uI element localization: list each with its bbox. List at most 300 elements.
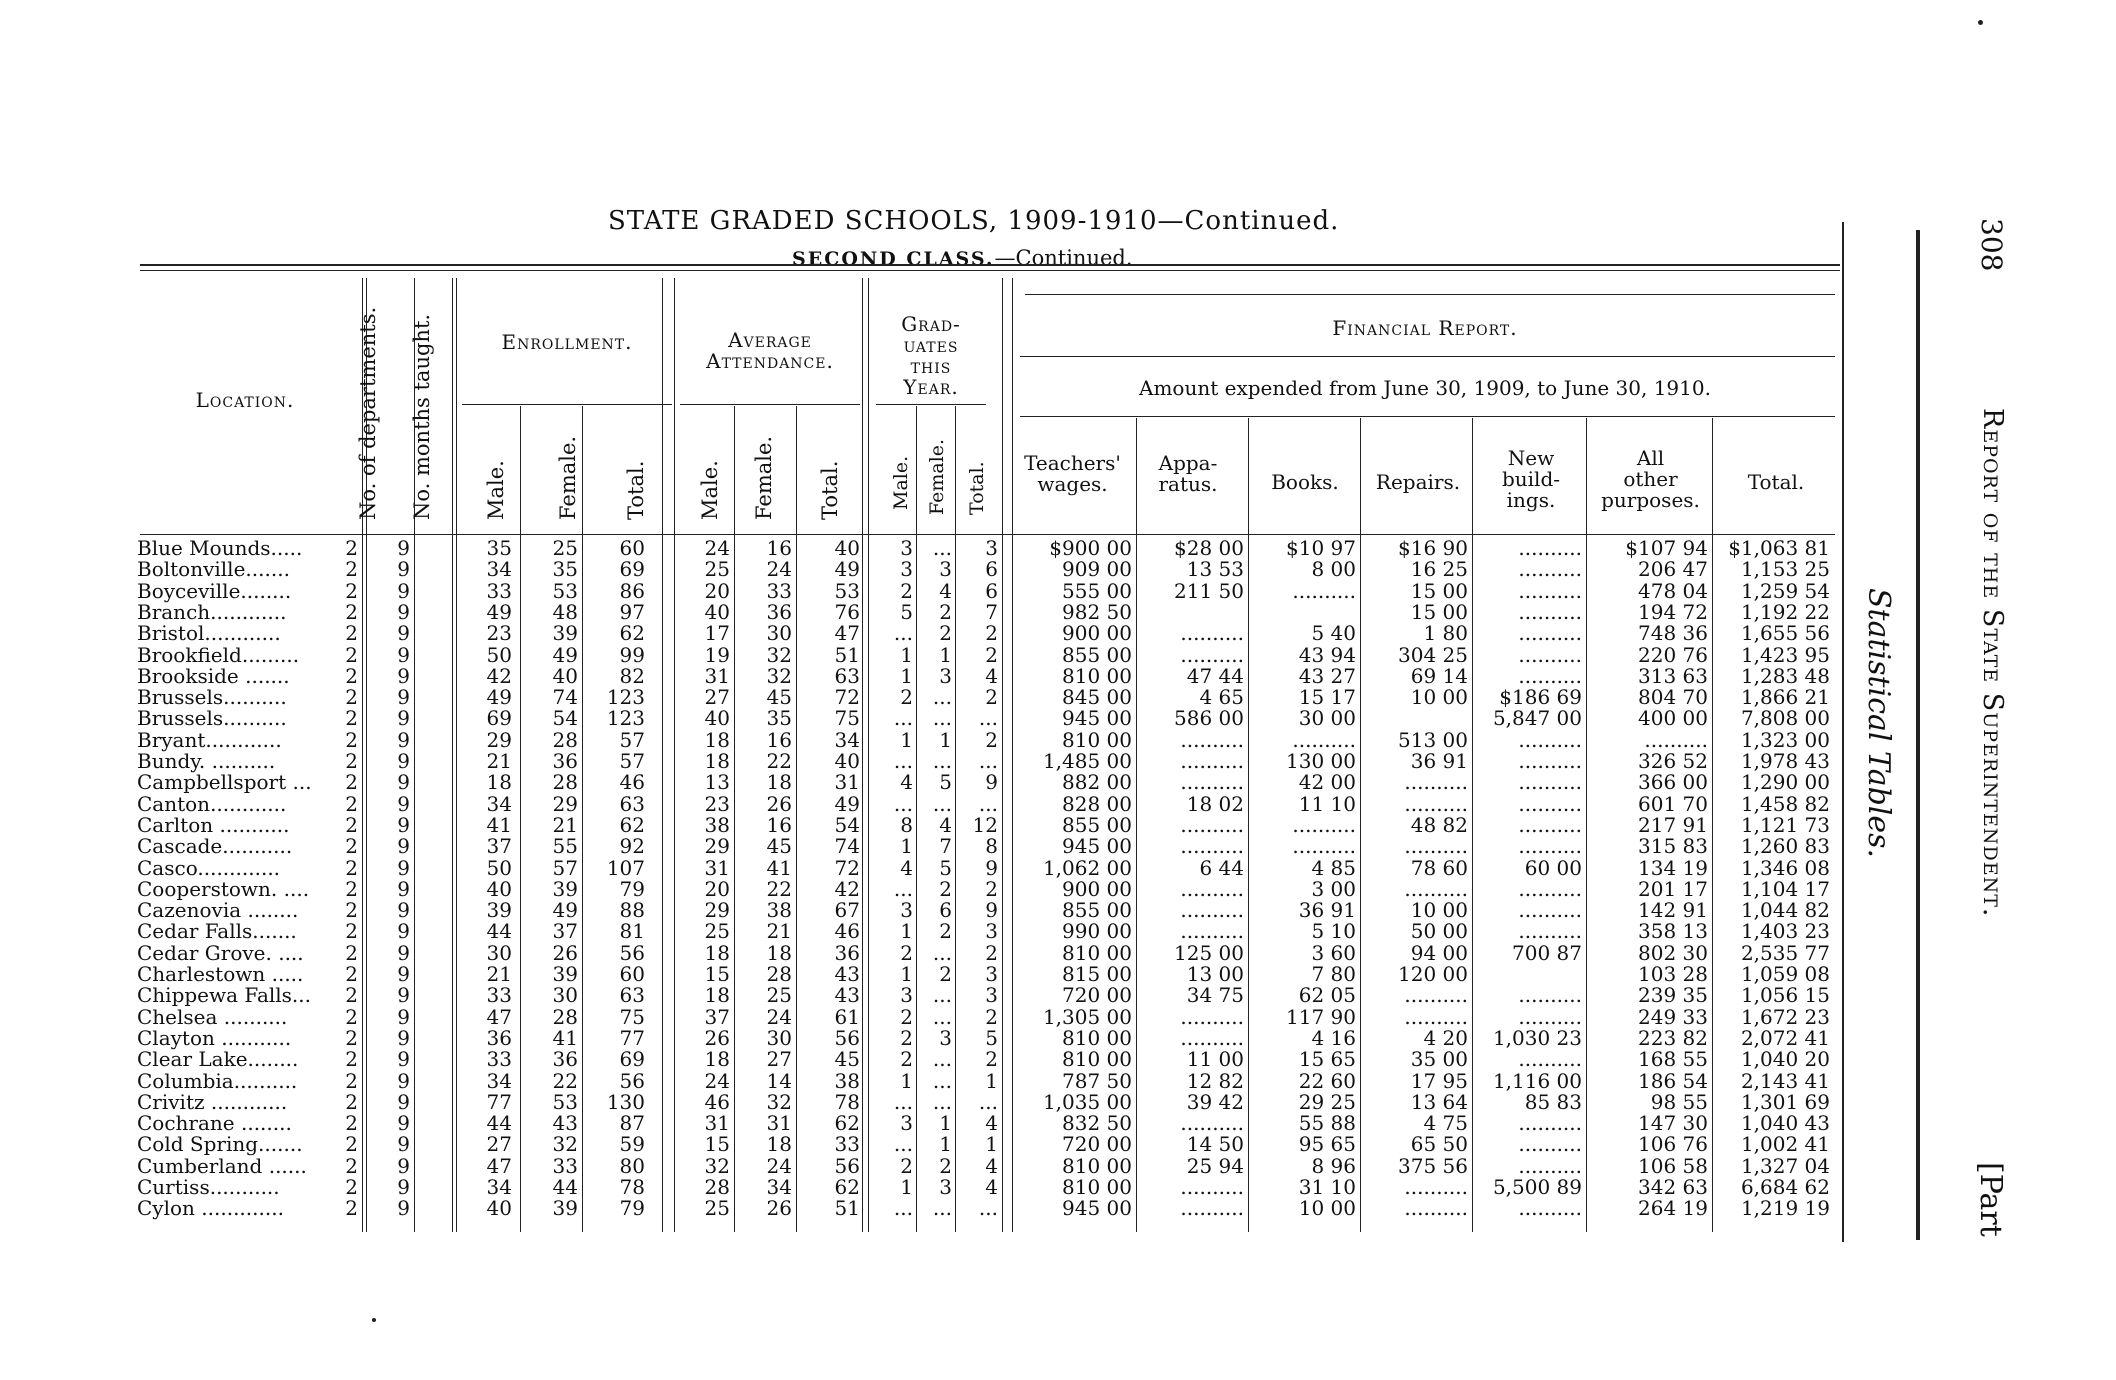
cell-enr-female: 74 [552, 685, 578, 710]
cell-months: 9 [397, 1047, 410, 1072]
cell-departments: 2 [345, 770, 358, 795]
cell-grad-total: 2 [985, 876, 998, 901]
cell-months: 9 [397, 1089, 410, 1114]
cell-enr-female: 43 [552, 1111, 578, 1136]
cell-att-total: 61 [834, 1004, 860, 1029]
cell-teachers-wages: 1,305 00 [1042, 1004, 1132, 1029]
cell-months: 9 [397, 1111, 410, 1136]
cell-enr-total: 62 [619, 621, 645, 646]
cell-att-female: 34 [766, 1175, 792, 1199]
cell-grad-female: ... [932, 1047, 952, 1072]
cell-repairs: .......... [1404, 1196, 1468, 1221]
cell-enr-female: 28 [552, 727, 578, 752]
cell-location: Cedar Grove. .... [137, 940, 304, 965]
cell-departments: 2 [345, 557, 358, 582]
cell-grad-female: ... [932, 706, 952, 731]
cell-enr-female: 36 [552, 1047, 578, 1072]
cell-repairs: .......... [1404, 1175, 1468, 1199]
cell-books: 3 60 [1311, 940, 1356, 965]
cell-books: .......... [1292, 727, 1356, 752]
cell-enr-total: 97 [619, 599, 645, 624]
header-attendance [680, 330, 860, 372]
cell-departments: 2 [345, 1196, 358, 1221]
cell-grad-male: ... [893, 876, 913, 901]
cell-months: 9 [397, 962, 410, 986]
cell-teachers-wages: 945 00 [1062, 834, 1132, 859]
cell-months: 9 [397, 685, 410, 710]
cell-location: Brookfield......... [137, 642, 300, 667]
cell-enr-female: 33 [552, 1153, 578, 1178]
cell-departments: 2 [345, 663, 358, 688]
cell-all-other: 168 55 [1638, 1047, 1708, 1072]
cell-att-female: 33 [766, 578, 792, 603]
cell-apparatus: .......... [1180, 876, 1244, 901]
cell-enr-total: 69 [619, 1047, 645, 1072]
table-row [0, 812, 1850, 837]
cell-teachers-wages: 832 50 [1062, 1111, 1132, 1136]
cell-books: 8 00 [1311, 557, 1356, 582]
cell-total: 6,684 62 [1740, 1175, 1830, 1199]
cell-months: 9 [397, 663, 410, 688]
cell-att-male: 15 [704, 962, 730, 986]
cell-grad-total: 2 [985, 940, 998, 965]
cell-total: 1,327 04 [1740, 1153, 1830, 1178]
cell-enr-total: 57 [619, 749, 645, 773]
cell-att-male: 18 [704, 749, 730, 773]
cell-total: 1,672 23 [1740, 1004, 1830, 1029]
header-apparatus [1138, 453, 1238, 495]
table-row [0, 1134, 1850, 1155]
table-row [0, 578, 1850, 603]
cell-teachers-wages: $900 00 [1049, 536, 1132, 560]
page-number: 308 [1975, 218, 2008, 272]
cell-total: 1,259 54 [1740, 578, 1830, 603]
cell-location: Brookside ....... [137, 663, 290, 688]
cell-apparatus: 211 50 [1174, 578, 1244, 603]
cell-enr-total: 80 [619, 1153, 645, 1178]
cell-grad-total: 8 [985, 834, 998, 859]
cell-att-total: 75 [834, 706, 860, 731]
cell-location: Carlton ........... [137, 812, 290, 837]
cell-att-male: 24 [704, 536, 730, 560]
cell-departments: 2 [345, 1004, 358, 1029]
cell-location: Cochrane ........ [137, 1111, 292, 1136]
teachers-line-2: wages. [1037, 472, 1108, 496]
cell-att-female: 24 [766, 1153, 792, 1178]
cell-location: Curtiss........... [137, 1175, 280, 1199]
cell-teachers-wages: 810 00 [1062, 663, 1132, 688]
header-enrollment: Enrollment. [501, 330, 633, 354]
cell-teachers-wages: 810 00 [1062, 1025, 1132, 1050]
cell-att-female: 30 [766, 1025, 792, 1050]
cell-repairs: 48 82 [1410, 812, 1468, 837]
cell-grad-total: 3 [985, 919, 998, 944]
header-att-total: Total. [818, 460, 842, 520]
cell-repairs: 513 00 [1398, 727, 1468, 752]
cell-months: 9 [397, 599, 410, 624]
cell-grad-male: 2 [900, 1153, 913, 1178]
cell-repairs: 17 95 [1410, 1068, 1468, 1093]
cell-enr-total: 130 [606, 1089, 645, 1114]
cell-grad-total: ... [978, 749, 998, 773]
cell-total: 1,423 95 [1740, 642, 1830, 667]
cell-enr-female: 39 [552, 621, 578, 646]
cell-enr-female: 53 [552, 1089, 578, 1114]
cell-att-female: 16 [766, 536, 792, 560]
cell-new-buildings: .......... [1518, 1004, 1582, 1029]
apparatus-line-1: Appa- [1158, 451, 1218, 475]
cell-att-male: 18 [704, 727, 730, 752]
graduates-line-3: this [910, 354, 952, 378]
header-grad-total: Total. [966, 461, 988, 515]
table-row [0, 642, 1850, 667]
cell-months: 9 [397, 727, 410, 752]
cell-location: Charlestown ..... [137, 962, 304, 986]
cell-grad-female: ... [932, 1089, 952, 1114]
cell-teachers-wages: 810 00 [1062, 1153, 1132, 1178]
cell-enr-female: 25 [552, 536, 578, 560]
cell-total: 1,192 22 [1740, 599, 1830, 624]
cell-books: 43 27 [1298, 663, 1356, 688]
cell-att-total: 31 [834, 770, 860, 795]
cell-apparatus: 13 53 [1186, 557, 1244, 582]
cell-books: 15 17 [1298, 685, 1356, 710]
header-new-buildings [1476, 448, 1586, 511]
cell-books: 130 00 [1286, 749, 1356, 773]
cell-repairs: .......... [1404, 770, 1468, 795]
cell-enr-total: 81 [619, 919, 645, 944]
cell-enr-female: 54 [552, 706, 578, 731]
cell-grad-male: 3 [900, 536, 913, 560]
cell-all-other: 313 63 [1638, 663, 1708, 688]
table-row [0, 836, 1850, 857]
header-months: No. months taught. [410, 313, 434, 520]
cell-months: 9 [397, 1175, 410, 1199]
cell-grad-male: 1 [900, 1175, 913, 1199]
cell-enr-male: 33 [486, 578, 512, 603]
ink-dot [1978, 20, 1983, 25]
table-row [0, 985, 1850, 1006]
cell-apparatus: .......... [1180, 919, 1244, 944]
cell-repairs: 94 00 [1410, 940, 1468, 965]
cell-grad-total: ... [978, 791, 998, 816]
header-grad-female: Female. [926, 438, 948, 515]
cell-total: 1,655 56 [1740, 621, 1830, 646]
cell-books: 11 10 [1298, 791, 1356, 816]
cell-total: 1,040 43 [1740, 1111, 1830, 1136]
all-other-line-3: purposes. [1601, 488, 1700, 512]
cell-grad-male: 1 [900, 962, 913, 986]
table-row [0, 900, 1850, 921]
cell-all-other: 326 52 [1638, 749, 1708, 773]
cell-grad-male: 2 [900, 1004, 913, 1029]
cell-new-buildings: .......... [1518, 1153, 1582, 1178]
header-enr-female: Female. [556, 435, 580, 520]
cell-teachers-wages: 815 00 [1062, 962, 1132, 986]
cell-location: Brussels.......... [137, 706, 287, 731]
cell-grad-male: 2 [900, 1047, 913, 1072]
table-row [0, 1153, 1850, 1178]
cell-att-total: 53 [834, 578, 860, 603]
cell-grad-male: 1 [900, 663, 913, 688]
cell-months: 9 [397, 791, 410, 816]
cell-enr-male: 47 [486, 1004, 512, 1029]
cell-months: 9 [397, 1004, 410, 1029]
cell-total: 1,104 17 [1740, 876, 1830, 901]
cell-new-buildings: $186 69 [1499, 685, 1582, 710]
cell-months: 9 [397, 770, 410, 795]
table-row [0, 751, 1850, 772]
cell-location: Clayton ........... [137, 1025, 292, 1050]
cell-departments: 2 [345, 983, 358, 1008]
graduates-line-1: Grad- [901, 312, 961, 336]
cell-apparatus: .......... [1180, 727, 1244, 752]
cell-books: .......... [1292, 578, 1356, 603]
cell-total: 1,121 73 [1740, 812, 1830, 837]
cell-departments: 2 [345, 599, 358, 624]
cell-att-total: 49 [834, 791, 860, 816]
cell-att-male: 31 [704, 663, 730, 688]
cell-grad-total: 3 [985, 962, 998, 986]
cell-location: Branch............ [137, 599, 287, 624]
table-row [0, 772, 1850, 793]
cell-departments: 2 [345, 1025, 358, 1050]
cell-att-female: 22 [766, 876, 792, 901]
cell-att-female: 45 [766, 685, 792, 710]
header-bottom-rule [140, 534, 1835, 535]
cell-grad-male: 1 [900, 1068, 913, 1093]
cell-total: 1,403 23 [1740, 919, 1830, 944]
cell-all-other: 147 30 [1638, 1111, 1708, 1136]
cell-enr-male: 18 [486, 770, 512, 795]
cell-repairs: 10 00 [1410, 685, 1468, 710]
cell-att-total: 43 [834, 962, 860, 986]
cell-enr-male: 37 [486, 834, 512, 859]
header-graduates [876, 314, 986, 398]
table-row [0, 791, 1850, 816]
cell-att-total: 46 [834, 919, 860, 944]
cell-departments: 2 [345, 706, 358, 731]
cell-new-buildings: .......... [1518, 663, 1582, 688]
header-grad-male: Male. [890, 455, 912, 510]
cell-total: 2,072 41 [1740, 1025, 1830, 1050]
cell-grad-total: 4 [985, 1153, 998, 1178]
attendance-text: Average Attendance. [706, 328, 834, 373]
cell-enr-total: 82 [619, 663, 645, 688]
cell-enr-male: 42 [486, 663, 512, 688]
cell-all-other: 217 91 [1638, 812, 1708, 837]
cell-enr-total: 107 [606, 855, 645, 880]
cell-teachers-wages: 900 00 [1062, 876, 1132, 901]
cell-enr-female: 39 [552, 1196, 578, 1221]
cell-att-male: 29 [704, 834, 730, 859]
header-att-female: Female. [752, 435, 776, 520]
cell-enr-female: 35 [552, 557, 578, 582]
cell-enr-male: 34 [486, 791, 512, 816]
cell-grad-male: 1 [900, 919, 913, 944]
section-label: Statistical Tables. [1861, 588, 1896, 859]
cell-total: 2,143 41 [1740, 1068, 1830, 1093]
cell-att-male: 32 [704, 1153, 730, 1178]
new-buildings-line-3: ings. [1506, 488, 1556, 512]
cell-att-total: 49 [834, 557, 860, 582]
cell-grad-total: 5 [985, 1025, 998, 1050]
cell-grad-total: 4 [985, 1111, 998, 1136]
cell-grad-male: 4 [900, 855, 913, 880]
cell-enr-female: 39 [552, 876, 578, 901]
cell-enr-total: 75 [619, 1004, 645, 1029]
cell-teachers-wages: 855 00 [1062, 898, 1132, 923]
cell-location: Cylon ............. [137, 1196, 284, 1221]
cell-total: 7,808 00 [1740, 706, 1830, 731]
running-head: Report of the State Superintendent. [1977, 408, 2008, 918]
cell-total: 1,866 21 [1740, 685, 1830, 710]
cell-att-female: 27 [766, 1047, 792, 1072]
cell-grad-female: 1 [939, 642, 952, 667]
cell-att-male: 15 [704, 1132, 730, 1157]
cell-grad-male: 2 [900, 940, 913, 965]
cell-enr-male: 33 [486, 983, 512, 1008]
cell-enr-male: 69 [486, 706, 512, 731]
cell-att-total: 56 [834, 1153, 860, 1178]
cell-new-buildings: 1,030 23 [1492, 1025, 1582, 1050]
cell-new-buildings: .......... [1518, 599, 1582, 624]
table-row [0, 940, 1850, 965]
cell-new-buildings: 5,847 00 [1492, 706, 1582, 731]
cell-enr-female: 21 [552, 812, 578, 837]
cell-grad-total: 9 [985, 770, 998, 795]
cell-departments: 2 [345, 642, 358, 667]
header-teachers [1010, 453, 1135, 495]
cell-months: 9 [397, 1068, 410, 1093]
cell-months: 9 [397, 876, 410, 901]
cell-months: 9 [397, 1153, 410, 1178]
cell-grad-female: 1 [939, 1111, 952, 1136]
cell-repairs: 10 00 [1410, 898, 1468, 923]
cell-departments: 2 [345, 791, 358, 816]
cell-grad-male: ... [893, 791, 913, 816]
cell-new-buildings: .......... [1518, 749, 1582, 773]
cell-att-male: 17 [704, 621, 730, 646]
cell-grad-male: ... [893, 1132, 913, 1157]
cell-enr-total: 59 [619, 1132, 645, 1157]
table-row [0, 1004, 1850, 1029]
cell-location: Campbellsport ... [137, 770, 312, 795]
cell-enr-male: 44 [486, 919, 512, 944]
page-subtitle [792, 246, 1133, 270]
cell-all-other: 220 76 [1638, 642, 1708, 667]
cell-att-total: 62 [834, 1111, 860, 1136]
cell-grad-total: 3 [985, 983, 998, 1008]
cell-att-male: 18 [704, 983, 730, 1008]
cell-enr-total: 60 [619, 962, 645, 986]
cell-grad-male: 3 [900, 898, 913, 923]
cell-enr-female: 55 [552, 834, 578, 859]
table-row [0, 708, 1850, 729]
cell-enr-total: 123 [606, 706, 645, 731]
cell-apparatus: .......... [1180, 749, 1244, 773]
cell-books: 3 00 [1311, 876, 1356, 901]
cell-books: 4 16 [1311, 1025, 1356, 1050]
cell-repairs: $16 90 [1398, 536, 1468, 560]
cell-all-other: 223 82 [1638, 1025, 1708, 1050]
cell-all-other: 194 72 [1638, 599, 1708, 624]
cell-apparatus: $28 00 [1174, 536, 1244, 560]
cell-att-total: 76 [834, 599, 860, 624]
cell-enr-total: 56 [619, 1068, 645, 1093]
cell-grad-total: 6 [985, 557, 998, 582]
cell-att-male: 25 [704, 1196, 730, 1221]
cell-teachers-wages: 720 00 [1062, 1132, 1132, 1157]
cell-enr-total: 57 [619, 727, 645, 752]
cell-teachers-wages: 787 50 [1062, 1068, 1132, 1093]
cell-enr-total: 79 [619, 876, 645, 901]
cell-att-total: 38 [834, 1068, 860, 1093]
cell-all-other: 206 47 [1638, 557, 1708, 582]
cell-att-female: 26 [766, 791, 792, 816]
cell-grad-female: 2 [939, 962, 952, 986]
cell-att-female: 28 [766, 962, 792, 986]
cell-grad-female: ... [932, 940, 952, 965]
table-row [0, 1025, 1850, 1050]
header-repairs: Repairs. [1375, 470, 1461, 494]
cell-repairs: .......... [1404, 834, 1468, 859]
cell-att-female: 45 [766, 834, 792, 859]
cell-teachers-wages: 855 00 [1062, 642, 1132, 667]
cell-all-other: 804 70 [1638, 685, 1708, 710]
cell-total: 1,458 82 [1740, 791, 1830, 816]
cell-enr-male: 50 [486, 642, 512, 667]
cell-teachers-wages: 828 00 [1062, 791, 1132, 816]
cell-att-total: 51 [834, 642, 860, 667]
cell-grad-male: 2 [900, 685, 913, 710]
cell-enr-female: 44 [552, 1175, 578, 1199]
cell-all-other: 264 19 [1638, 1196, 1708, 1221]
cell-repairs: 78 60 [1410, 855, 1468, 880]
cell-teachers-wages: 810 00 [1062, 1175, 1132, 1199]
cell-enr-female: 53 [552, 578, 578, 603]
cell-grad-female: 7 [939, 834, 952, 859]
cell-grad-male: ... [893, 1089, 913, 1114]
cell-enr-male: 39 [486, 898, 512, 923]
cell-grad-total: 4 [985, 663, 998, 688]
cell-total: 1,290 00 [1740, 770, 1830, 795]
cell-total: 1,323 00 [1740, 727, 1830, 752]
cell-total: 1,978 43 [1740, 749, 1830, 773]
cell-repairs: 16 25 [1410, 557, 1468, 582]
cell-location: Clear Lake........ [137, 1047, 299, 1072]
cell-all-other: .......... [1644, 727, 1708, 752]
cell-months: 9 [397, 1025, 410, 1050]
cell-new-buildings: .......... [1518, 621, 1582, 646]
cell-att-total: 40 [834, 536, 860, 560]
cell-att-total: 34 [834, 727, 860, 752]
table-row [0, 538, 1850, 559]
cell-departments: 2 [345, 727, 358, 752]
new-buildings-line-1: New [1507, 446, 1555, 470]
cell-total: 1,153 25 [1740, 557, 1830, 582]
cell-enr-total: 77 [619, 1025, 645, 1050]
cell-books: 31 10 [1298, 1175, 1356, 1199]
cell-teachers-wages: 810 00 [1062, 727, 1132, 752]
cell-months: 9 [397, 983, 410, 1008]
cell-att-total: 56 [834, 1025, 860, 1050]
cell-att-male: 20 [704, 578, 730, 603]
cell-apparatus: .......... [1180, 1175, 1244, 1199]
cell-grad-total: ... [978, 1089, 998, 1114]
cell-enr-female: 37 [552, 919, 578, 944]
cell-grad-male: ... [893, 706, 913, 731]
